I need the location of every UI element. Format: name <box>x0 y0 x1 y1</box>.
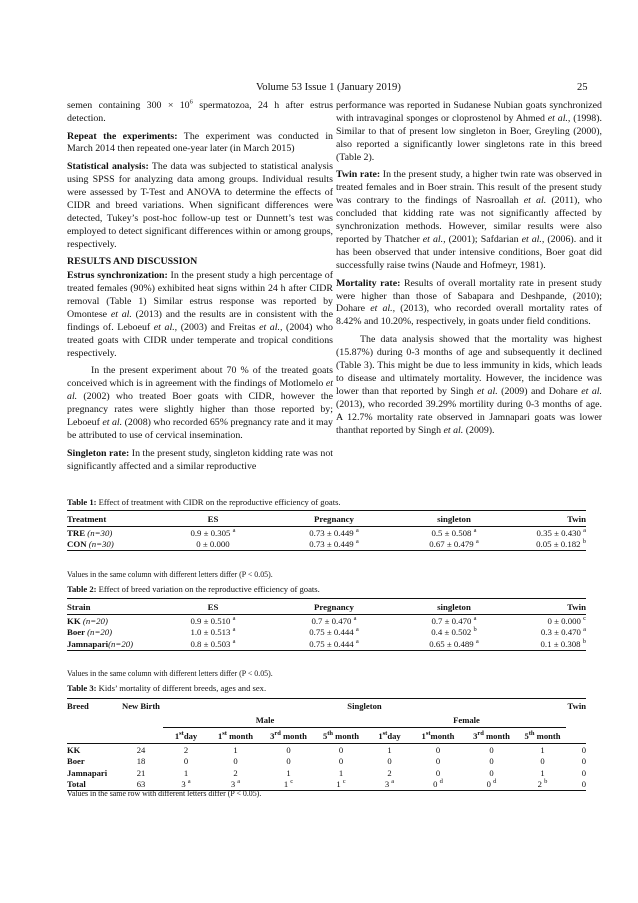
table-cell: 0.75 ± 0.444 $^a$ <box>279 638 389 650</box>
twin-cell: 0 <box>581 767 586 778</box>
mortality-cell: 0 <box>286 756 291 767</box>
page-number: 25 <box>577 82 588 93</box>
right-column <box>336 100 602 442</box>
mortality-cell: 0 $^d$ <box>464 779 519 791</box>
table1-note: Values in the same column with different letters differ (P < 0.05). <box>67 570 273 579</box>
table-cell: 0.7 ± 0.470 $^a$ <box>431 614 477 626</box>
twin-header: Twin <box>566 699 586 714</box>
repeat-paragraph: Repeat the experiments: The experiment was conducted in March 2014 then repeated one-year later (in March 2015) <box>67 130 333 155</box>
estrus-paragraph: Estrus synchronization: In the present study a high percentage of treated females (90%) exhibited heat signs within 24 h after CIDR removal (Table 1) Similar estrus response was reported by Omontese et al. (2013) and the results are in consistent with the findings of. Leboeuf et al., (2003) and Freitas et al., (2004) who treated goats with CIDR under temperate and tropical conditions respectively. <box>67 270 333 359</box>
mortality-cell: 1 <box>540 767 545 778</box>
table-cell: 0 ± 0.000 <box>147 539 279 551</box>
age-header: 3rd month <box>464 728 519 744</box>
table-cell: KK (n=20) <box>67 615 108 626</box>
mortality-cell: 2 <box>387 767 392 778</box>
table-cell: 0.7 ± 0.470 $^a$ <box>311 614 357 626</box>
twin-cell: 0 <box>566 779 586 791</box>
mortality-cell: 0 <box>435 756 441 767</box>
singleton-paragraph: Singleton rate: In the present study, singleton kidding rate was not significantly affected and a similar reproductive <box>67 447 333 472</box>
table-cell: 0.1 ± 0.308 $^b$ <box>519 638 586 650</box>
table1-header: singleton <box>389 511 519 527</box>
mortality-cell: 0 <box>387 756 392 767</box>
new-birth-header: New Birth <box>119 699 163 714</box>
table-cell: 0.05 ± 0.182 $^b$ <box>519 539 586 551</box>
mortality-cell: 2 <box>183 744 189 755</box>
table-cell: 0.9 ± 0.510 $^a$ <box>190 614 236 626</box>
table1-header: Treatment <box>67 511 147 527</box>
table3-age-row <box>67 728 586 744</box>
left-column <box>67 100 333 478</box>
mortality-cell: 0 <box>435 744 441 755</box>
table-row <box>67 627 586 639</box>
mortality-cell: 0 <box>489 756 494 767</box>
table-row <box>67 539 586 551</box>
statistics-paragraph: Statistical analysis: The data was subjected to statistical analysis using SPSS for analyzing data among groups. Individual results were assessed by T-Test and ANOVA to determine the effects of CIDR and breed variations. When significant differences were detected, Tukey’s post-hoc follow-up test or Dunnett’s test was employed to detect significant differences within or among groups, respectively. <box>67 161 333 250</box>
mortality-cell: 1 <box>286 767 291 778</box>
mortality-cell: 1 $^c$ <box>262 779 315 791</box>
twin-cell: 0 <box>581 744 586 755</box>
table-cell: 0.65 ± 0.489 $^a$ <box>389 638 519 650</box>
table-cell: 0.73 ± 0.449 $^a$ <box>309 526 359 538</box>
table-row <box>67 638 586 650</box>
mortality-cell: 0 <box>338 744 344 755</box>
age-header: 5th month <box>315 728 367 744</box>
table-cell: 0.5 ± 0.508 $^a$ <box>431 526 477 538</box>
table3-header-row <box>67 699 586 714</box>
table-row <box>67 527 586 539</box>
results-heading: RESULTS AND DISCUSSION <box>67 256 198 268</box>
new-birth-cell: 18 <box>136 756 146 767</box>
table-cell: 0.73 ± 0.449 $^a$ <box>279 539 389 551</box>
breed-cell: Jamnapari <box>67 767 108 778</box>
table2-header-row <box>67 599 586 615</box>
mortality-cell: 0 <box>338 756 344 767</box>
breed-header: Breed <box>67 699 119 714</box>
semen-paragraph: semen containing $300 \times 10^6$ spermatozoa, 24 h after estrus detection. <box>67 98 333 124</box>
table3 <box>67 698 586 791</box>
table-cell: 0.4 ± 0.502 $^b$ <box>431 626 477 638</box>
mortality-cell: 1 <box>233 744 238 755</box>
table3-caption: Table 3: Kids’ mortality of different breeds, ages and sex. <box>67 683 267 693</box>
table-cell: 0.75 ± 0.444 $^a$ <box>309 626 359 638</box>
table2 <box>67 598 586 651</box>
table2-header: singleton <box>389 599 519 615</box>
mortality-cell: 2 <box>233 767 238 778</box>
running-header <box>0 82 638 96</box>
mortality-cell: 2 $^b$ <box>519 779 566 791</box>
new-birth-cell: 24 <box>136 744 146 755</box>
table-cell: Jamnapari(n=20) <box>67 638 147 650</box>
age-header: 5th month <box>519 728 566 744</box>
mortality-cell: 0 $^d$ <box>412 779 464 791</box>
pregnancy-paragraph: In the present experiment about 70 % of the treated goats conceived which is in agreement with the findings of Motlomelo et al. (2002) who treated Boer goats with CIDR, however the pregnancy rates were slightly higher than those reported by; Leboeuf et al. (2008) who recorded 65% pregnancy rate and it may be attributed to use of cervical insemination. <box>67 365 333 442</box>
new-birth-cell: 63 <box>119 779 163 791</box>
twin-paragraph: Twin rate: In the present study, a higher twin rate was observed in treated females and in Boer strain. This result of the present study was contrary to the findings of Nasroallah et al. (2011), who concluded that kidding rate was not significantly affected by synchronization methods. However, similar results were also reported by Thatcher et al., (2001); Safdarian et al., (2006). and it has been observed that under intensive conditions, Boer goat did successfully raise twins (Naude and Hofmeyr, 1981). <box>336 169 603 272</box>
age-header: 1stmonth <box>412 728 464 744</box>
mortality-cell: 1 $^c$ <box>315 779 367 791</box>
table-cell: CON (n=30) <box>67 539 147 551</box>
table1-header-row <box>67 511 586 527</box>
mortality-cell: 1 <box>540 744 545 755</box>
table-cell: 0.8 ± 0.503 $^a$ <box>147 638 279 650</box>
table1-header: ES <box>147 511 279 527</box>
table-row <box>67 767 586 779</box>
table2-note: Values in the same column with different letters differ (P < 0.05). <box>67 669 273 678</box>
mortality-cell: 0 <box>183 756 189 767</box>
data-analysis-paragraph: The data analysis showed that the mortality was highest (15.87%) during 0-3 months of age and subsequently it declined (Table 3). This might be due to less immunity in kids, which leads to disease and ultimately mortality. However, the incidence was lower than that reported by Singh et al. (2009) and Dohare et al. (2013), who recorded 39.29% mortility during 0-3 months of age. A 12.7% mortality rate observed in Jamnapari goats was lower thanthat reported by Singh et al. (2009). <box>336 333 602 436</box>
breed-cell: KK <box>67 744 81 755</box>
female-header: Female <box>367 713 566 728</box>
table1 <box>67 510 586 551</box>
mortality-cell: 3 $^a$ <box>163 779 209 791</box>
table-cell: 0.35 ± 0.430 $^a$ <box>536 526 586 538</box>
table2-caption: Table 2: Effect of breed variation on the reproductive efficiency of goats. <box>67 584 320 594</box>
mortality-cell: 1 <box>183 767 189 778</box>
mortality-cell: 0 <box>286 744 291 755</box>
table2-header: Pregnancy <box>279 599 389 615</box>
table-cell: 1.0 ± 0.513 $^a$ <box>190 626 236 638</box>
mortality-cell: 0 <box>233 756 238 767</box>
age-header: 3rd month <box>262 728 315 744</box>
mortality-cell: 0 <box>489 744 494 755</box>
mortality-cell: 1 <box>387 744 392 755</box>
performance-paragraph: performance was reported in Sudanese Nubian goats synchronized with intravaginal sponges or cloprostenol by Ahmed et al., (1998). Similar to that of present low singleton in Boer, Greyling (2000), also reported a significantly lower singletons rate in this breed (Table 2). <box>336 100 603 163</box>
table-row <box>67 615 586 627</box>
table1-header: Pregnancy <box>279 511 389 527</box>
mortality-cell: 3 $^a$ <box>209 779 262 791</box>
table1-caption: Table 1: Effect of treatment with CIDR on the reproductive efficiency of goats. <box>67 497 341 507</box>
table3-note: Values in the same row with different letters differ (P < 0.05). <box>67 789 262 798</box>
table-cell: 0.67 ± 0.479 $^a$ <box>389 539 519 551</box>
mortality-cell: 0 <box>540 756 545 767</box>
mortality-cell: 1 <box>338 767 344 778</box>
table2-header: Twin <box>519 599 586 615</box>
journal-issue: Volume 53 Issue 1 (January 2019) <box>256 82 401 93</box>
mortality-cell: 0 <box>435 767 441 778</box>
mortality-cell: 3 $^a$ <box>367 779 412 791</box>
table-row <box>67 744 586 756</box>
age-header: 1stday <box>163 728 209 744</box>
table-cell: 0.9 ± 0.305 $^a$ <box>190 526 236 538</box>
table2-header: Strain <box>67 599 147 615</box>
age-header: 1st month <box>209 728 262 744</box>
table-row <box>67 756 586 768</box>
breed-cell: Total <box>67 779 119 791</box>
table-cell: 0 ± 0.000 $^c$ <box>547 614 586 626</box>
table-cell: 0.3 ± 0.470 $^a$ <box>540 626 586 638</box>
table3-sex-row <box>67 713 586 728</box>
twin-cell: 0 <box>581 756 586 767</box>
breed-cell: Boer <box>67 756 85 767</box>
new-birth-cell: 21 <box>136 767 146 778</box>
table-cell: TRE (n=30) <box>67 527 113 538</box>
table-cell: Boer (n=20) <box>67 627 113 638</box>
age-header: 1stday <box>367 728 412 744</box>
singleton-header: Singleton <box>163 699 566 714</box>
mortality-cell: 0 <box>489 767 494 778</box>
table2-header: ES <box>147 599 279 615</box>
male-header: Male <box>163 713 367 728</box>
mortality-paragraph: Mortality rate: Results of overall mortality rate in present study were higher than those of Sabapara and Deshpande, (2010); Dohare et al., (2013), who recorded overall mortality rates of 8.42% and 10.20%, respectively, in goats under field conditions. <box>336 277 603 328</box>
table1-header: Twin <box>519 511 586 527</box>
